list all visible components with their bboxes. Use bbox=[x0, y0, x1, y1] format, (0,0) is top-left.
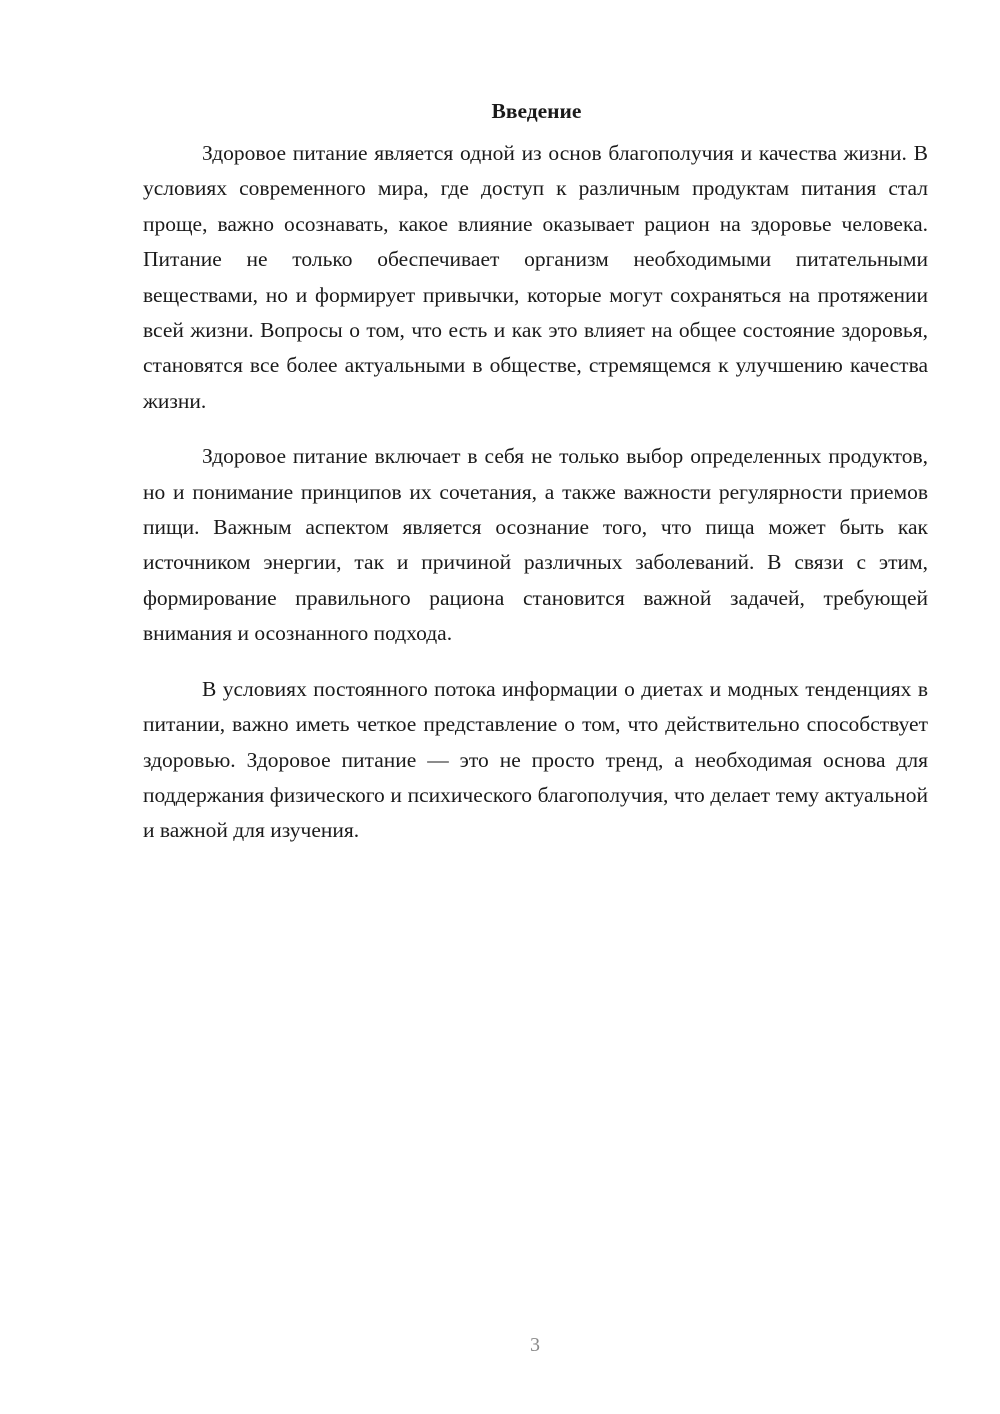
page-content bbox=[143, 96, 928, 849]
page-number: 3 bbox=[530, 1334, 540, 1356]
section-title: Введение bbox=[491, 99, 582, 123]
paragraph-3: В условиях постоянного потока информации о диетах и модных тенденциях в питании, важно иметь четкое представление о том, что действительно способствует здоровью. Здоровое питание — это не просто тренд, а необходимая основа для поддержания физического и психического благополучия, что делает тему актуальной и важной для изучения. bbox=[143, 676, 928, 843]
paragraph-1: Здоровое питание является одной из основ благополучия и качества жизни. В условиях современного мира, где доступ к различным продуктам питания стал проще, важно осознавать, какое влияние оказывает рацион на здоровье человека. Питание не только обеспечивает организм необходимыми питательными веществами, но и формирует привычки, которые могут сохраняться на протяжении всей жизни. Вопросы о том, что есть и как это влияет на общее состояние здоровья, становятся все более актуальными в обществе, стремящемся к улучшению качества жизни. bbox=[143, 141, 928, 413]
paragraph-2: Здоровое питание включает в себя не только выбор определенных продуктов, но и понимание принципов их сочетания, а также важности регулярности приемов пищи. Важным аспектом является осознание того, что пища может быть как источником энергии, так и причиной различных заболеваний. В связи с этим, формирование правильного рациона становится важной задачей, требующей внимания и осознанного подхода. bbox=[143, 444, 928, 646]
